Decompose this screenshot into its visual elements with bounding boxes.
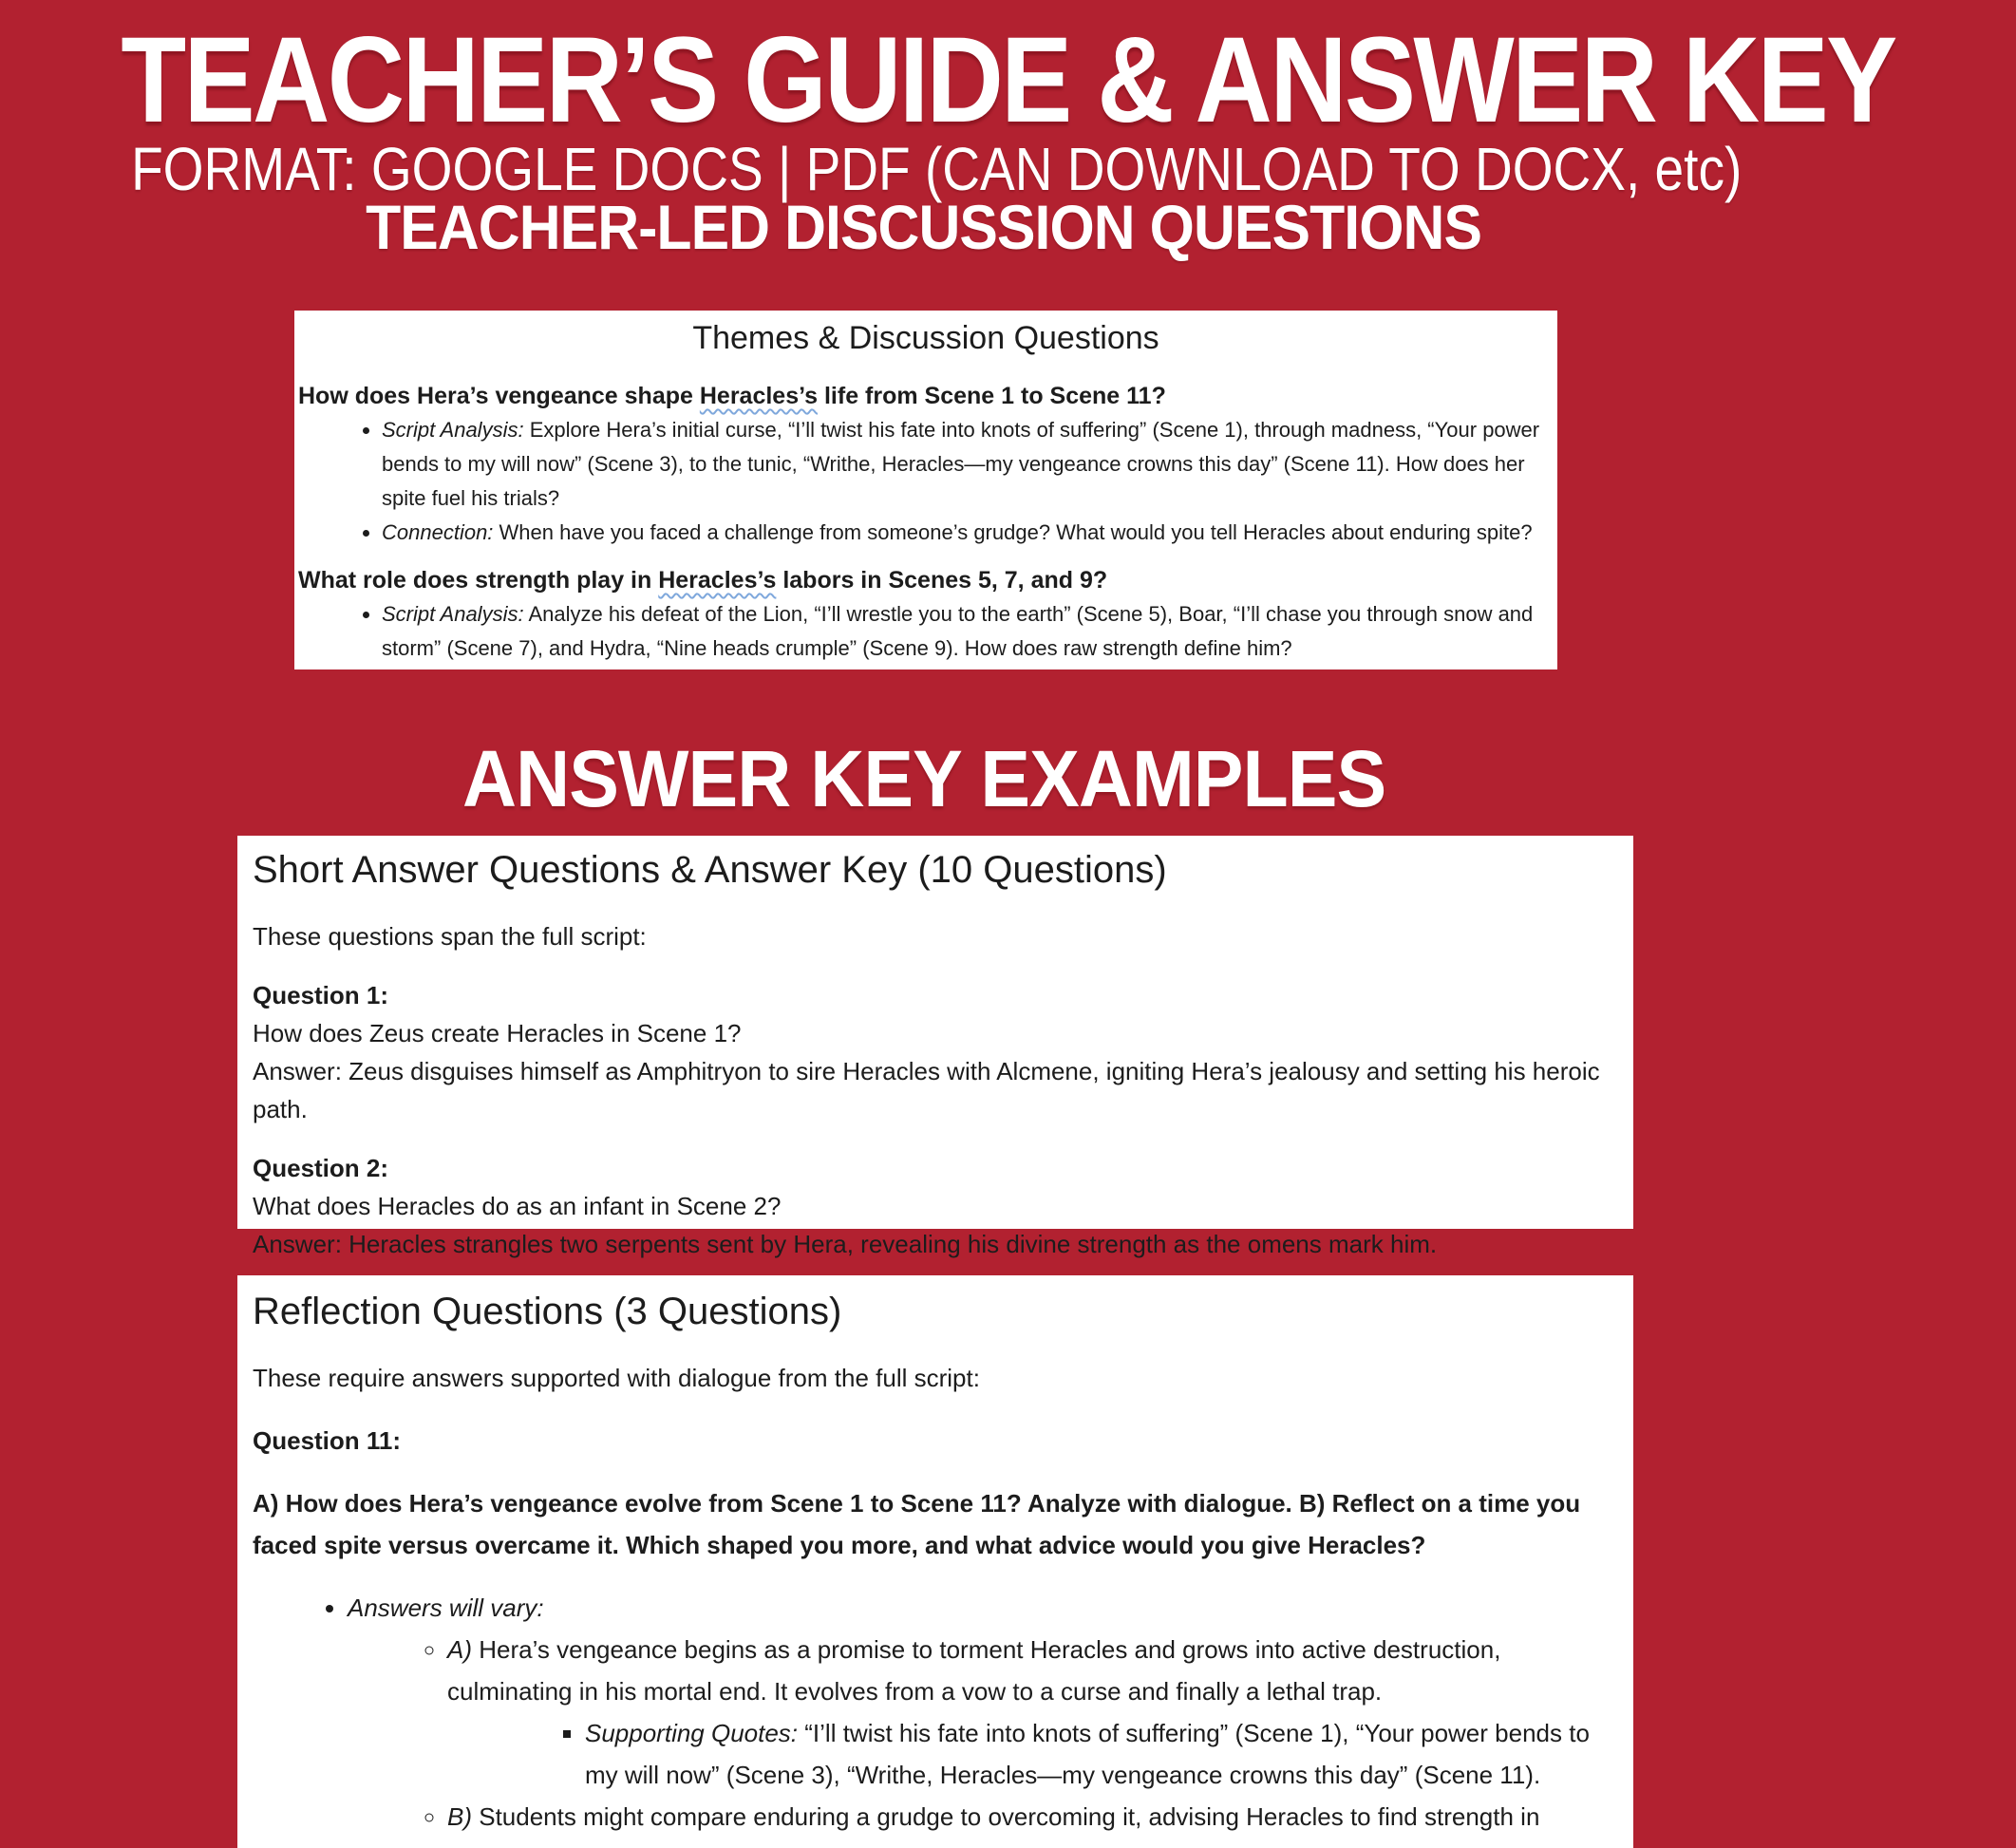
answer-sublist (348, 1629, 1620, 1838)
bullet-list (298, 413, 1554, 550)
spellcheck-flagged-word: Heracles’s (658, 567, 777, 594)
discussion-question-2 (298, 563, 1554, 597)
question-label: Question 11: (253, 1426, 402, 1455)
doc-intro: These questions span the full script: (253, 922, 647, 951)
bullet-text: Analyze his defeat of the Lion, “I’ll wrestle you to the earth” (Scene 5), Boar, “I’ll chase you through snow and storm” (Scene 7), and Hydra, “Nine heads crumple” (Scene 9). How does raw strength define him? (382, 602, 1534, 660)
bullet-lead: Supporting Quotes: (585, 1719, 799, 1747)
bullet-lead: Answers will vary: (348, 1593, 544, 1622)
bullet-lead: Connection: (382, 520, 494, 544)
doc-intro: These require answers supported with dialogue from the full script: (253, 1364, 980, 1392)
reflection-question-text: A) How does Hera’s vengeance evolve from Scene 1 to Scene 11? Analyze with dialogue. B) Reflect on a time you faced spite versus overcame it. Which shaped you more, and what advice would you give Heracles? (253, 1489, 1581, 1559)
answer-text: Answer: Zeus disguises himself as Amphitryon to sire Heracles with Alcmene, igniting Hera’s jealousy and setting his heroic path. (253, 1057, 1600, 1123)
answer-outline (253, 1587, 1620, 1838)
bullet-text: “I’ll twist his fate into knots of suffering” (Scene 1), “Your power bends to my will now” (Scene 3), “Writhe, Heracles—my vengeance crowns this day” (Scene 11). (585, 1719, 1590, 1789)
bullet-item-script-analysis (382, 597, 1554, 666)
answers-will-vary-item (348, 1587, 1620, 1838)
question-text: How does Hera’s vengeance shape (298, 383, 700, 409)
supporting-quotes-item (585, 1712, 1620, 1796)
short-answer-doc-panel (237, 836, 1633, 1258)
doc-title: Themes & Discussion Questions (692, 320, 1159, 356)
main-title (0, 12, 1895, 148)
main-title-text: TEACHER’S GUIDE & ANSWER KEY (121, 12, 1895, 148)
bullet-item-connection (382, 516, 1554, 550)
bullet-lead: Script Analysis: (382, 602, 524, 626)
section-heading-discussion-text: TEACHER-LED DISCUSSION QUESTIONS (366, 192, 1482, 262)
reflection-doc-panel (237, 1275, 1633, 1848)
question-text: labors in Scenes 5, 7, and 9? (776, 567, 1108, 594)
question-label: Question 1: (253, 981, 389, 1009)
discussion-question-1 (298, 379, 1554, 413)
discussion-questions-doc-panel (294, 311, 1557, 669)
bullet-list (298, 597, 1554, 666)
bullet-text: Explore Hera’s initial curse, “I’ll twist his fate into knots of suffering” (Scene 1), through madness, “Your power bends to my will now” (Scene 3), to the tunic, “Writhe, Heracles—my vengeance crowns this day” (Scene 11). How does her spite fuel his trials? (382, 418, 1540, 510)
bullet-lead: B) (447, 1802, 472, 1831)
answer-text-clipped: Answer: Heracles strangles two serpents sent by Hera, revealing his divine strength as the omens mark him. (253, 1230, 1438, 1258)
question-text: What role does strength play in (298, 567, 659, 594)
format-subtitle (0, 135, 1848, 203)
spellcheck-flagged-word: Heracles’s (699, 383, 819, 409)
bullet-lead: A) (447, 1635, 472, 1664)
section-heading-answer-key-text: ANSWER KEY EXAMPLES (462, 734, 1386, 823)
bullet-text: Students might compare enduring a grudge to overcoming it, advising Heracles to find strength in (472, 1802, 1540, 1831)
section-heading-discussion (0, 192, 1848, 262)
supporting-quotes-list (447, 1712, 1620, 1796)
section-heading-answer-key (0, 734, 1848, 823)
question-label: Question 2: (253, 1154, 389, 1182)
doc-title: Reflection Questions (3 Questions) (253, 1291, 842, 1332)
bullet-text: When have you faced a challenge from someone’s grudge? What would you tell Heracles about enduring spite? (493, 520, 1533, 544)
format-subtitle-text: FORMAT: GOOGLE DOCS | PDF (CAN DOWNLOAD TO DOCX, etc) (131, 135, 1743, 203)
doc-title: Short Answer Questions & Answer Key (10 Questions) (253, 849, 1167, 891)
question-text: What does Heracles do as an infant in Scene 2? (253, 1192, 782, 1220)
bullet-text: Hera’s vengeance begins as a promise to torment Heracles and grows into active destruction, culminating in his mortal end. It evolves from a vow to a curse and finally a lethal trap. (447, 1635, 1501, 1706)
answer-item-a (447, 1629, 1620, 1796)
question-text: life from Scene 1 to Scene 11? (818, 383, 1166, 409)
question-text: How does Zeus create Heracles in Scene 1? (253, 1019, 742, 1047)
bullet-item-script-analysis (382, 413, 1554, 516)
answer-item-b (447, 1796, 1620, 1838)
bullet-lead: Script Analysis: (382, 418, 524, 442)
